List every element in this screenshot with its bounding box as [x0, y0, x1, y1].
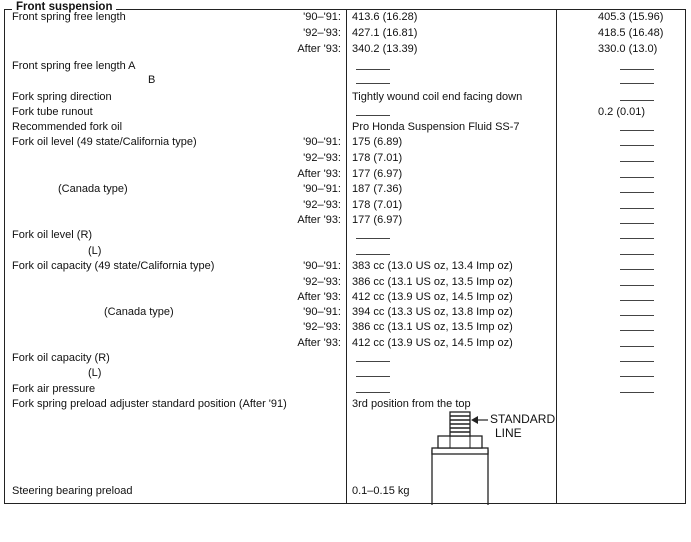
- row-label: Front spring free length A: [12, 60, 136, 72]
- standard-dash: [356, 69, 390, 70]
- limit-dash: [620, 223, 654, 224]
- standard-dash: [356, 238, 390, 239]
- limit-dash: [620, 392, 654, 393]
- row-years: After '93:: [297, 291, 341, 303]
- row-label: Fork spring preload adjuster standard position (After '91): [12, 398, 287, 410]
- row-years: After '93:: [297, 43, 341, 55]
- preload-adjuster-icon: [420, 410, 570, 505]
- row-standard: 0.1–0.15 kg: [352, 485, 410, 497]
- standard-dash: [356, 254, 390, 255]
- row-label: Fork oil capacity (R): [12, 352, 110, 364]
- limit-dash: [620, 83, 654, 84]
- row-standard: 427.1 (16.81): [352, 27, 418, 39]
- limit-dash: [620, 315, 654, 316]
- row-years: After '93:: [297, 168, 341, 180]
- row-label: Fork air pressure: [12, 383, 96, 395]
- row-standard: 3rd position from the top: [352, 398, 471, 410]
- row-standard: 177 (6.97): [352, 168, 403, 180]
- row-years: After '93:: [297, 214, 341, 226]
- limit-dash: [620, 346, 654, 347]
- limit-dash: [620, 69, 654, 70]
- standard-dash: [356, 115, 390, 116]
- row-limit: 405.3 (15.96): [598, 11, 664, 23]
- limit-dash: [620, 177, 654, 178]
- limit-dash: [620, 208, 654, 209]
- standard-dash: [356, 361, 390, 362]
- row-standard: 413.6 (16.28): [352, 11, 418, 23]
- row-label: (Canada type): [104, 306, 174, 318]
- row-years: '92–'93:: [303, 199, 341, 211]
- row-standard: 178 (7.01): [352, 152, 403, 164]
- row-standard: 386 cc (13.1 US oz, 13.5 Imp oz): [352, 321, 513, 333]
- row-label: (Canada type): [58, 183, 128, 195]
- row-limit: 0.2 (0.01): [598, 106, 646, 118]
- row-label: (L): [88, 367, 102, 379]
- callout-standard-text: STANDARD: [490, 412, 556, 426]
- row-label: Fork spring direction: [12, 91, 112, 103]
- limit-dash: [620, 361, 654, 362]
- callout-line-text: LINE: [495, 426, 522, 440]
- row-years: '90–'91:: [303, 11, 341, 23]
- row-years: '92–'93:: [303, 27, 341, 39]
- limit-dash: [620, 145, 654, 146]
- limit-dash: [620, 330, 654, 331]
- row-standard: 386 cc (13.1 US oz, 13.5 Imp oz): [352, 276, 513, 288]
- limit-dash: [620, 161, 654, 162]
- row-years: '92–'93:: [303, 276, 341, 288]
- row-years: '90–'91:: [303, 260, 341, 272]
- row-years: After '93:: [297, 337, 341, 349]
- limit-dash: [620, 238, 654, 239]
- limit-dash: [620, 285, 654, 286]
- row-standard: 175 (6.89): [352, 136, 403, 148]
- row-standard: 412 cc (13.9 US oz, 14.5 Imp oz): [352, 291, 513, 303]
- row-label: (L): [88, 245, 102, 257]
- row-standard: Tightly wound coil end facing down: [352, 91, 523, 103]
- row-standard: 412 cc (13.9 US oz, 14.5 Imp oz): [352, 337, 513, 349]
- row-standard: 383 cc (13.0 US oz, 13.4 Imp oz): [352, 260, 513, 272]
- preload-adjuster-diagram: [420, 410, 570, 505]
- standard-dash: [356, 376, 390, 377]
- row-label: B: [148, 74, 156, 86]
- section-title: Front suspension: [12, 1, 116, 13]
- spec-table-frame: [4, 9, 686, 504]
- row-limit: 418.5 (16.48): [598, 27, 664, 39]
- limit-dash: [620, 269, 654, 270]
- standard-dash: [356, 392, 390, 393]
- row-standard: 178 (7.01): [352, 199, 403, 211]
- limit-dash: [620, 192, 654, 193]
- row-years: '90–'91:: [303, 136, 341, 148]
- row-standard: Pro Honda Suspension Fluid SS-7: [352, 121, 520, 133]
- row-standard: 394 cc (13.3 US oz, 13.8 Imp oz): [352, 306, 513, 318]
- limit-dash: [620, 300, 654, 301]
- row-label: Fork oil level (R): [12, 229, 93, 241]
- limit-dash: [620, 100, 654, 101]
- row-standard: 340.2 (13.39): [352, 43, 418, 55]
- row-label: Fork tube runout: [12, 106, 93, 118]
- row-standard: 187 (7.36): [352, 183, 403, 195]
- column-divider-standard: [346, 10, 347, 503]
- limit-dash: [620, 130, 654, 131]
- limit-dash: [620, 376, 654, 377]
- row-standard: 177 (6.97): [352, 214, 403, 226]
- row-years: '92–'93:: [303, 321, 341, 333]
- row-label: Fork oil capacity (49 state/California type): [12, 260, 215, 272]
- row-label: Fork oil level (49 state/California type): [12, 136, 197, 148]
- row-years: '90–'91:: [303, 183, 341, 195]
- limit-dash: [620, 254, 654, 255]
- standard-dash: [356, 83, 390, 84]
- row-years: '90–'91:: [303, 306, 341, 318]
- row-label: Steering bearing preload: [12, 485, 133, 497]
- row-years: '92–'93:: [303, 152, 341, 164]
- row-label: Recommended fork oil: [12, 121, 123, 133]
- row-label: Front spring free length: [12, 11, 126, 23]
- row-limit: 330.0 (13.0): [598, 43, 658, 55]
